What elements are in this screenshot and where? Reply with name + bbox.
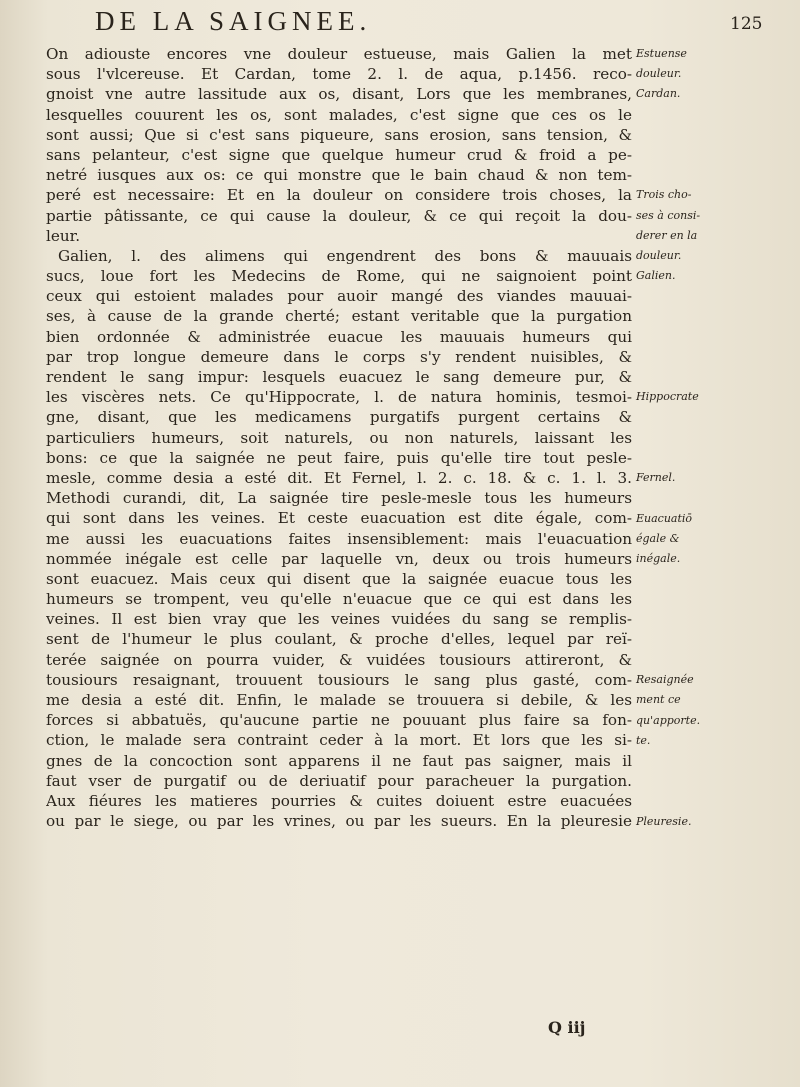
- text-line: veines. Il est bien vray que les veines vuidées du sang se remplis-: [46, 610, 632, 629]
- margin-note: Galien.: [636, 269, 676, 283]
- signature-mark: Q iij: [548, 1018, 586, 1037]
- page-number: 125: [730, 14, 763, 34]
- text-line: On adiouste encores vne douleur estueuse, mais Galien la met: [46, 45, 632, 63]
- text-line: gne, disant, que les medicamens purgatifs purgent certains &: [46, 408, 632, 427]
- margin-note: inégale.: [636, 552, 681, 565]
- text-line: mesle, comme desia a esté dit. Et Fernel, l. 2. c. 18. & c. 1. l. 3.: [46, 468, 632, 487]
- margin-note: égale &: [636, 531, 680, 545]
- text-line: gnes de la concoction sont apparens il ne faut pas saigner, mais il: [46, 751, 632, 770]
- text-line: par trop longue demeure dans le corps s'y rendent nuisibles, &: [46, 347, 632, 366]
- margin-note: ses à consi-: [636, 208, 701, 222]
- margin-note: Hippocrate: [636, 390, 699, 404]
- text-line: particuliers humeurs, soit naturels, ou non naturels, laissant les: [46, 428, 632, 447]
- text-line: sans pelanteur, c'est signe que quelque humeur crud & froid a pe-: [46, 145, 632, 164]
- text-line: sont euacuez. Mais ceux qui disent que la saignée euacue tous les: [46, 569, 632, 588]
- text-line: terée saignée on pourra vuider, & vuidées tousiours attireront, &: [46, 650, 632, 669]
- margin-note: derer en la: [636, 228, 698, 242]
- text-line: sont aussi; Que si c'est sans piqueure, sans erosion, sans tension, &: [46, 125, 632, 144]
- text-line: nommée inégale est celle par laquelle vn, deux ou trois humeurs: [46, 549, 632, 568]
- margin-note: Trois cho-: [636, 188, 692, 202]
- page-header: [0, 6, 800, 40]
- text-line: netré iusques aux os: ce qui monstre que le bain chaud & non tem-: [46, 166, 632, 185]
- text-line: Aux fiéures les matieres pourries & cuites doiuent estre euacuées: [46, 791, 632, 810]
- margin-note: douleur.: [636, 67, 682, 81]
- text-line: faut vser de purgatif ou de deriuatif pour paracheuer la purgation.: [46, 771, 632, 790]
- text-line: qui sont dans les veines. Et ceste euacuation est dite égale, com-: [46, 509, 632, 528]
- text-line: tousiours resaignant, trouuent tousiours le sang plus gasté, com-: [46, 670, 632, 689]
- main-text-block: [46, 44, 632, 831]
- text-line: ses, à cause de la grande cherté; estant veritable que la purgation: [46, 307, 632, 326]
- text-line: sent de l'humeur le plus coulant, & proche d'elles, lequel par reï-: [46, 630, 632, 649]
- text-line: ceux qui estoient malades pour auoir mangé des viandes mauuai-: [46, 287, 632, 306]
- text-line: lesquelles couurent les os, sont malades, c'est signe que ces os le: [46, 105, 632, 124]
- text-line: leur.: [46, 226, 81, 245]
- text-line: rendent le sang impur: lesquels euacuez le sang demeure pur, &: [46, 368, 632, 386]
- text-line: ou par le siege, ou par les vrines, ou par les sueurs. En la pleuresie: [46, 812, 632, 831]
- margin-note: douleur.: [636, 249, 682, 262]
- text-line: peré est necessaire: Et en la douleur on considere trois choses, la: [46, 186, 632, 205]
- running-title: DE LA SAIGNEE.: [95, 6, 372, 36]
- text-line: les viscères nets. Ce qu'Hippocrate, l. de natura hominis, tesmoi-: [46, 388, 632, 407]
- text-line: sucs, loue fort les Medecins de Rome, qui ne saignoient point: [46, 267, 632, 286]
- text-line: Methodi curandi, dit, La saignée tire pesle-mesle tous les humeurs: [46, 489, 632, 508]
- text-line: bien ordonnée & administrée euacue les mauuais humeurs qui: [46, 327, 632, 346]
- text-line: ction, le malade sera contraint ceder à la mort. Et lors que les si-: [46, 731, 632, 750]
- margin-note: qu'apporte.: [636, 713, 701, 727]
- text-line: forces si abbatuës, qu'aucune partie ne pouuant plus faire sa fon-: [46, 711, 632, 730]
- margin-note: Euacuatiō: [636, 511, 693, 525]
- text-line: partie pâtissante, ce qui cause la douleur, & ce qui reçoit la dou-: [46, 206, 632, 225]
- margin-note: Cardan.: [636, 87, 681, 101]
- text-line: sous l'vlcereuse. Et Cardan, tome 2. l. de aqua, p.1456. reco-: [46, 65, 632, 84]
- margin-note: Fernel.: [636, 471, 676, 485]
- margin-note: Resaignée: [636, 673, 694, 687]
- text-line: humeurs se trompent, veu qu'elle n'euacue que ce qui est dans les: [46, 590, 632, 609]
- text-line: bons: ce que la saignée ne peut faire, puis qu'elle tire tout pesle-: [46, 448, 632, 467]
- margin-note: Estuense: [636, 47, 687, 60]
- text-line: gnoist vne autre lassitude aux os, disant, Lors que les membranes,: [46, 85, 632, 104]
- margin-note: Pleuresie.: [636, 814, 692, 828]
- margin-note: ment ce: [636, 693, 681, 707]
- text-line: me desia a esté dit. Enfin, le malade se trouuera si debile, & les: [46, 691, 632, 709]
- text-line: Galien, l. des alimens qui engendrent des bons & mauuais: [58, 246, 632, 265]
- margin-note: te.: [636, 733, 651, 747]
- text-line: me aussi les euacuations faites insensiblement: mais l'euacuation: [46, 529, 632, 548]
